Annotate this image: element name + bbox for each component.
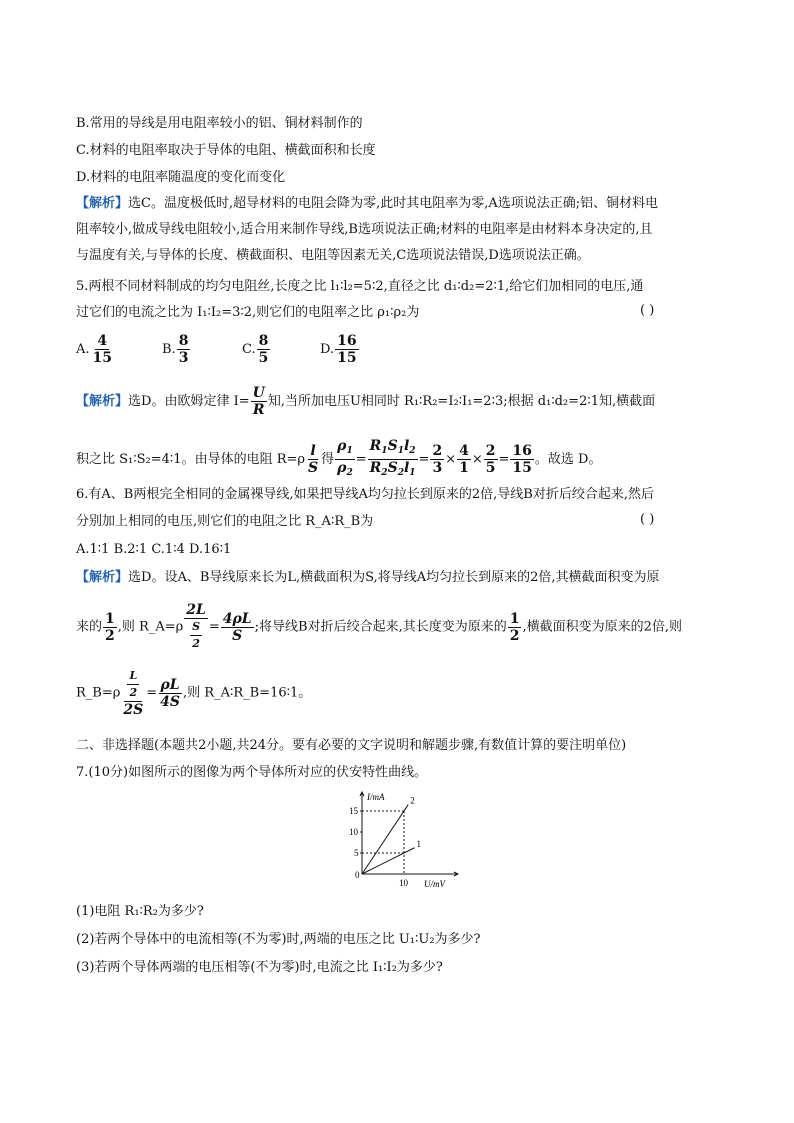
tick-label: 15 [349,806,358,816]
series-label-1: 1 [416,838,421,849]
q5-option-b: B. $\frac{8}{3}$ [162,333,189,366]
q5-option-d: D. $\frac{16}{15}$ [320,333,357,366]
q6-options: A.1∶1 B.2∶1 C.1∶4 D.16∶1 [76,542,232,557]
q4-analysis-line1 [76,194,658,214]
q4-analysis-line2: 阻率较小,做成导线电阻较小,适合用来制作导线,B选项说法正确;材料的电阻率是由材料本身决定的,且 [76,222,653,237]
q5-stem-line2: 过它们的电流之比为 I₁∶I₂=3∶2,则它们的电阻率之比 ρ₁∶ρ₂为 [76,305,420,320]
q7-stem: 7.(10分)如图所示的图像为两个导体所对应的伏安特性曲线。 [76,765,428,780]
q4-option-d: D.材料的电阻率随温度的变化而变化 [76,170,286,185]
q6-stem-line1: 6.有A、B两根完全相同的金属裸导线,如果把导线A均匀拉长到原来的2倍,导线B对折后绞合起来,然后 [76,487,654,502]
tick-label: 10 [399,878,408,888]
analysis-tag: 【解析】 [76,570,129,585]
q4-option-c: C.材料的电阻率取决于导体的电阻、横截面积和长度 [76,143,376,158]
q5-analysis-line1: 【解析】选D。由欧姆定律 I= $\frac{U}{R}$ 知,当所加电压U相同时 R₁∶R₂=I₂∶I₁=2∶3;根据 d₁∶d₂=2∶1知,横截面 [76,385,656,418]
section-heading: 二、非选择题(本题共2小题,共24分。要有必要的文字说明和解题步骤,有数值计算的要注明单位) [76,738,627,753]
q6-analysis-line2: 来的 $\frac{1}{2}$ ,则 R_A=ρ $\frac{2L}{\frac{S}{2}}$ = $\frac{4\rho L}{S}$ ;将导线B对折后绞合起来,其长度变为原来的 $\frac{1}{2}$ ,横截面积变为原来的2倍,则 [76,602,683,650]
q4-analysis-line3: 与温度有关,与导体的长度、横截面积、电阻等因素无关,C选项说法错误,D选项说法正确。 [76,248,590,263]
tick-label: 10 [349,827,358,837]
analysis-tag: 【解析】 [76,394,129,409]
q7-sub2: (2)若两个导体中的电流相等(不为零)时,两端的电压之比 U₁∶U₂为多少? [76,932,481,947]
q7-sub3: (3)若两个导体两端的电压相等(不为零)时,电流之比 I₁∶I₂为多少? [76,960,443,975]
q7-sub1: (1)电阻 R₁∶R₂为多少? [76,904,204,919]
series-label-2: 2 [410,795,415,806]
series-line-2 [362,805,408,874]
tick-label: 5 [354,848,359,858]
q6-stem-line2: 分别加上相同的电压,则它们的电阻之比 R_A∶R_B为 [76,514,374,529]
q5-option-c: C. $\frac{8}{5}$ [242,333,269,366]
q6-analysis-line1: 【解析】选D。设A、B导线原来长为L,横截面积为S,将导线A均匀拉长到原来的2倍,其横截面积变为原 [76,570,660,585]
q5-stem-line1: 5.两根不同材料制成的均匀电阻丝,长度之比 l₁∶l₂=5∶2,直径之比 d₁∶d₂=2∶1,给它们加相同的电压,通 [76,279,644,294]
q6-answer-paren: ( ) [640,512,655,527]
q5-answer-paren: ( ) [640,303,655,318]
x-axis-label: U/mV [424,879,445,889]
q5-analysis-line2: 积之比 S₁∶S₂=4∶1。由导体的电阻 R=ρ $\frac{l}{S}$ 得 $\frac{\rho_1}{\rho_2}$ = $\frac{R_1S_1l_2}{R_2S_2l_1}$ = $\frac{2}{3}$ × $\frac{4}{1}$ × $\frac{2}{5}$ = $\frac{16}{15}$ 。故选 D。 [76,438,602,478]
series-line-1 [362,848,415,874]
analysis-tag: 【解析】 [76,196,129,211]
q4-option-b: B.常用的导线是用电阻率较小的铝、铜材料制作的 [76,116,363,131]
q4-analysis-text1: 选C。温度极低时,超导材料的电阻会降为零,此时其电阻率为零,A选项说法正确;铝、铜材料电 [128,196,659,211]
q6-analysis-line3: R_B=ρ $\frac{\frac{L}{2}}{2S}$ = $\frac{\rho L}{4S}$ ,则 R_A∶R_B=16∶1。 [76,669,312,718]
tick-label: 0 [355,870,360,880]
y-axis-label: I/mA [367,792,385,802]
iv-characteristic-chart [340,788,460,890]
q5-option-a: A. $\frac{4}{15}$ [76,333,113,366]
